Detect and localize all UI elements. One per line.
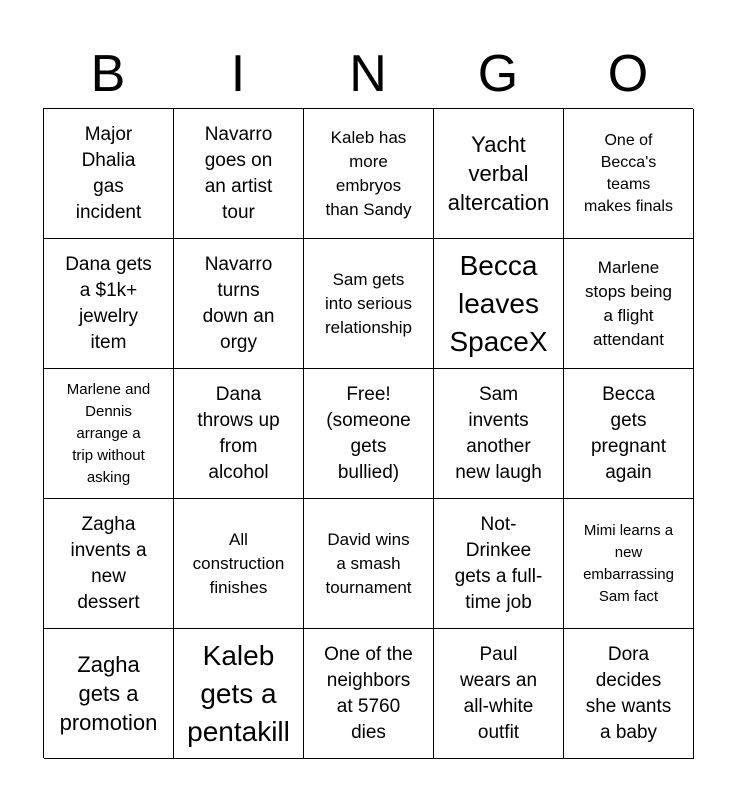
- bingo-cell[interactable]: [304, 109, 434, 239]
- bingo-cell[interactable]: [434, 629, 564, 759]
- header-letter-g: G: [477, 45, 519, 103]
- bingo-cell[interactable]: [44, 629, 174, 759]
- bingo-cell[interactable]: [304, 239, 434, 369]
- bingo-cell[interactable]: [44, 499, 174, 629]
- bingo-cell[interactable]: [564, 369, 694, 499]
- bingo-cell[interactable]: [304, 629, 434, 759]
- bingo-cell[interactable]: [44, 109, 174, 239]
- header-letter-b: B: [90, 45, 126, 103]
- bingo-cell[interactable]: [564, 109, 694, 239]
- cell-label: One of the neighbors at 5760 dies: [324, 643, 413, 743]
- bingo-cell[interactable]: [564, 499, 694, 629]
- bingo-cell[interactable]: [174, 629, 304, 759]
- bingo-cell[interactable]: [174, 369, 304, 499]
- cell-label: Dora decides she wants a baby: [585, 643, 672, 743]
- cell-label: David wins a smash tournament: [325, 529, 412, 597]
- bingo-cell[interactable]: [44, 369, 174, 499]
- header-letter-o: O: [607, 45, 649, 103]
- cell-label: Paul wears an all-white outfit: [459, 643, 538, 743]
- cell-label: Free! (someone gets bullied): [326, 383, 411, 483]
- cell-label: Kaleb has more embryos than Sandy: [325, 127, 412, 219]
- cell-label: Yacht verbal altercation: [447, 132, 550, 215]
- bingo-grid: [43, 108, 693, 758]
- cell-label: Kaleb gets a pentakill: [187, 639, 290, 747]
- cell-label: Marlene stops being a flight attendant: [585, 257, 672, 349]
- cell-label: Zagha invents a new dessert: [70, 513, 147, 613]
- cell-label: Dana throws up from alcohol: [197, 383, 280, 483]
- free-space-cell[interactable]: [304, 369, 434, 499]
- cell-label: Sam invents another new laugh: [455, 383, 542, 483]
- bingo-cell[interactable]: [434, 109, 564, 239]
- cell-label: Becca leaves SpaceX: [449, 249, 548, 357]
- cell-label: Zagha gets a promotion: [59, 652, 158, 735]
- cell-label: Not- Drinkee gets a full- time job: [454, 513, 543, 613]
- cell-label: All construction finishes: [192, 529, 285, 597]
- bingo-cell[interactable]: [174, 109, 304, 239]
- bingo-cell[interactable]: [174, 499, 304, 629]
- bingo-cell[interactable]: [434, 369, 564, 499]
- bingo-cell[interactable]: [304, 499, 434, 629]
- bingo-header: [43, 40, 693, 108]
- bingo-cell[interactable]: [44, 239, 174, 369]
- cell-label: Dana gets a $1k+ jewelry item: [65, 253, 152, 353]
- cell-label: Mimi learns a new embarrassing Sam fact: [583, 521, 674, 605]
- bingo-cell[interactable]: [434, 499, 564, 629]
- cell-label: One of Becca's teams makes finals: [584, 131, 673, 215]
- header-letter-n: N: [349, 45, 387, 103]
- bingo-cell[interactable]: [564, 239, 694, 369]
- cell-label: Marlene and Dennis arrange a trip without asking: [66, 380, 151, 486]
- cell-label: Major Dhalia gas incident: [75, 123, 142, 223]
- cell-label: Becca gets pregnant again: [590, 383, 666, 483]
- cell-label: Navarro turns down an orgy: [202, 253, 275, 353]
- header-letter-i: I: [230, 45, 246, 103]
- bingo-cell[interactable]: [434, 239, 564, 369]
- bingo-cell[interactable]: [564, 629, 694, 759]
- bingo-cell[interactable]: [174, 239, 304, 369]
- cell-label: Navarro goes on an artist tour: [204, 123, 273, 223]
- cell-label: Sam gets into serious relationship: [325, 269, 412, 337]
